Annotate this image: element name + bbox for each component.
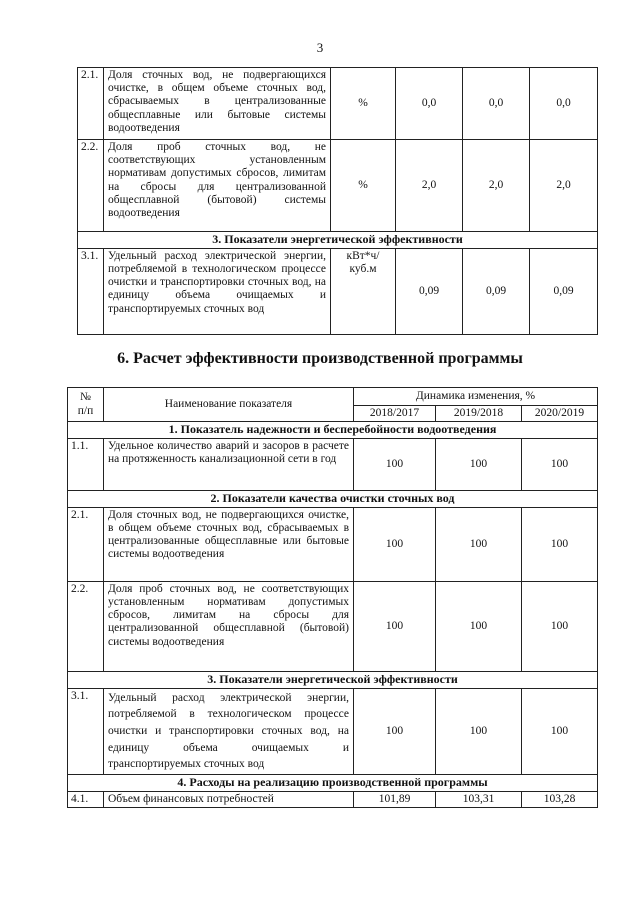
table-row [68, 507, 598, 581]
page-number: 3 [316, 40, 324, 55]
unit-cell: % [331, 140, 396, 232]
row-number: 2.1. [68, 507, 104, 581]
value-cell: 100 [522, 507, 598, 581]
year-header: 2018/2017 [354, 406, 436, 422]
table-row [68, 581, 598, 671]
value-cell: 100 [522, 581, 598, 671]
number-header-line2: п/п [77, 404, 94, 417]
row-number: 4.1. [68, 791, 104, 807]
number-column-header [68, 388, 104, 422]
indicator-name: Доля сточных вод, не подвергающихся очистке, в общем объеме сточных вод, сбрасываемых в централизованные общесплавные или бытовые системы водоотведения [104, 507, 354, 581]
table-row [78, 68, 598, 140]
value-cell: 103,31 [436, 791, 522, 807]
name-column-header: Наименование показателя [104, 388, 354, 422]
value-cell: 2,0 [463, 140, 530, 232]
unit-cell: % [331, 68, 396, 140]
section-header-row [68, 491, 598, 508]
value-cell: 103,28 [522, 791, 598, 807]
section-title: 4. Расходы на реализацию производственной программы [68, 774, 598, 791]
indicators-table-continued [77, 67, 598, 335]
year-header: 2019/2018 [436, 406, 522, 422]
efficiency-table [67, 387, 598, 808]
indicator-name: Объем финансовых потребностей [104, 791, 354, 807]
value-cell: 100 [436, 439, 522, 491]
value-cell: 2,0 [396, 140, 463, 232]
section-title: 1. Показатель надежности и бесперебойности водоотведения [68, 422, 598, 439]
value-cell: 0,0 [463, 68, 530, 140]
dynamics-header: Динамика изменения, % [354, 388, 598, 406]
value-cell: 101,89 [354, 791, 436, 807]
section-header-row [68, 422, 598, 439]
value-cell: 100 [436, 507, 522, 581]
year-header: 2020/2019 [522, 406, 598, 422]
value-cell: 100 [522, 688, 598, 774]
table-row [68, 791, 598, 807]
row-number: 1.1. [68, 439, 104, 491]
value-cell: 0,09 [463, 248, 530, 334]
value-cell: 2,0 [530, 140, 598, 232]
table-row [78, 140, 598, 232]
value-cell: 0,0 [530, 68, 598, 140]
indicator-name: Удельный расход электрической энергии, потребляемой в технологическом процессе очистки и транспортировки сточных вод, на единицу объема очищаемых и транспортируемых сточных вод [104, 688, 354, 774]
value-cell: 100 [354, 439, 436, 491]
value-cell: 100 [354, 688, 436, 774]
section-heading: 6. Расчет эффективности производственной программы [117, 350, 523, 367]
table-row [68, 688, 598, 774]
section-header-row [78, 232, 598, 249]
section-title: 3. Показатели энергетической эффективности [68, 671, 598, 688]
table-row [78, 248, 598, 334]
number-header-line1: № [80, 391, 91, 404]
value-cell: 100 [354, 507, 436, 581]
indicator-name: Доля проб сточных вод, не соответствующих установленным нормативам допустимых сбросов, лимитам на сбросы для централизованной общесплавной (бытовой) системы водоотведения [104, 140, 331, 232]
indicator-name: Доля проб сточных вод, не соответствующих установленным нормативам допустимых сбросов, лимитам на сбросы для централизованной общесплавной (бытовой) системы водоотведения [104, 581, 354, 671]
value-cell: 0,09 [396, 248, 463, 334]
value-cell: 100 [354, 581, 436, 671]
indicator-name: Удельный расход электрической энергии, потребляемой в технологическом процессе очистки и транспортировки сточных вод, на единицу объема очищаемых и транспортируемых сточных вод [104, 248, 331, 334]
section-header-row [68, 774, 598, 791]
section-title: 2. Показатели качества очистки сточных вод [68, 491, 598, 508]
value-cell: 100 [522, 439, 598, 491]
row-number: 2.1. [78, 68, 104, 140]
value-cell: 100 [436, 688, 522, 774]
section-title: 3. Показатели энергетической эффективности [78, 232, 598, 249]
header-row [68, 388, 598, 406]
unit-cell: кВт*ч/куб.м [331, 248, 396, 334]
value-cell: 0,0 [396, 68, 463, 140]
row-number: 2.2. [78, 140, 104, 232]
value-cell: 100 [436, 581, 522, 671]
row-number: 3.1. [78, 248, 104, 334]
section-header-row [68, 671, 598, 688]
table-row [68, 439, 598, 491]
indicator-name: Доля сточных вод, не подвергающихся очистке, в общем объеме сточных вод, сбрасываемых в централизованные общесплавные или бытовые системы водоотведения [104, 68, 331, 140]
row-number: 3.1. [68, 688, 104, 774]
row-number: 2.2. [68, 581, 104, 671]
value-cell: 0,09 [530, 248, 598, 334]
indicator-name: Удельное количество аварий и засоров в расчете на протяженность канализационной сети в год [104, 439, 354, 491]
